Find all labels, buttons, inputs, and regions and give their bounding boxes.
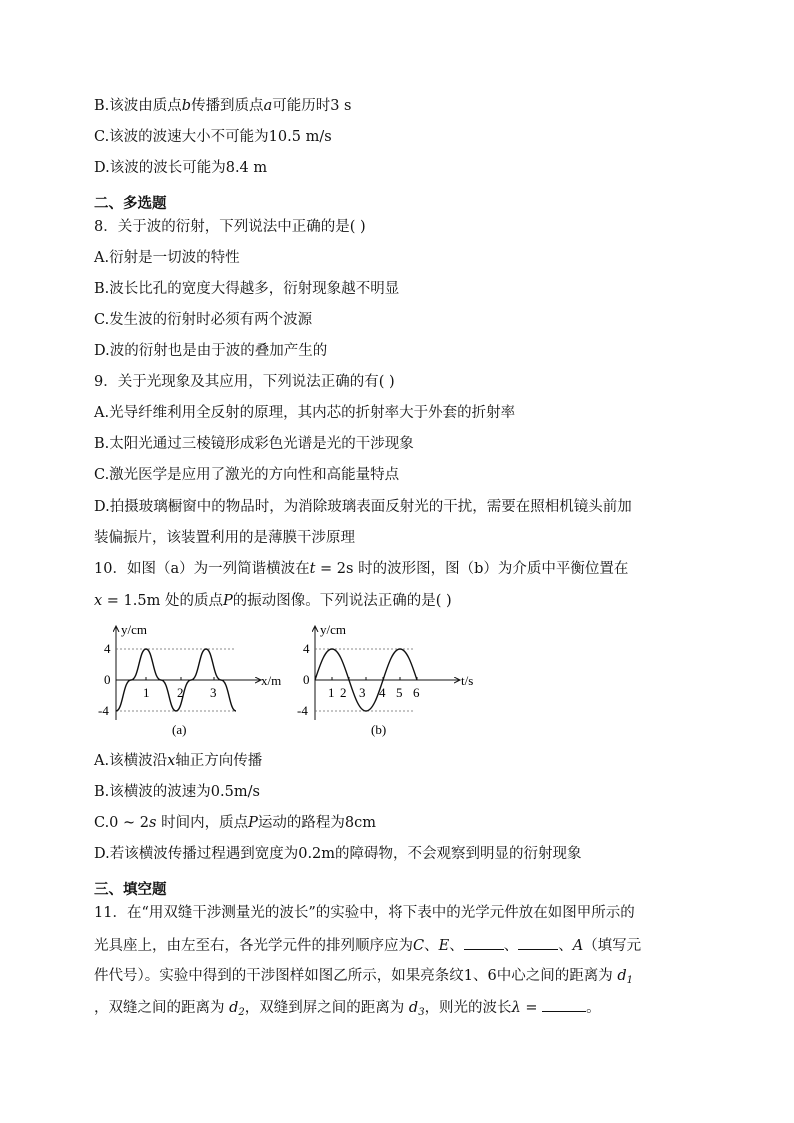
q11-sep3: 、 <box>503 938 519 954</box>
q10-option-c-text2: 时间内，质点 <box>156 815 249 831</box>
q11-blank-1[interactable] <box>464 935 504 950</box>
fig-a-y-label: y/cm <box>121 622 147 637</box>
q10-option-c-var-s: s <box>149 815 157 831</box>
fig-b-tick-label-3: 3 <box>359 685 366 700</box>
q10-stem2-text2: 的振动图像。下列说法正确的是( ) <box>232 593 452 609</box>
q10-option-a-var-x: x <box>167 753 176 769</box>
q11-var-d2: d <box>229 1000 239 1016</box>
q10-option-a-text1: A.该横波沿 <box>94 753 168 769</box>
q11-var-a: A <box>572 938 584 954</box>
q11-line4-text2: ，双缝到屏之间的距离为 <box>244 1000 405 1016</box>
q10-option-c-text3: 运动的路程为8cm <box>257 815 376 831</box>
q10-stem-line1 <box>94 559 628 579</box>
q11-blank-2[interactable] <box>518 935 558 950</box>
q10-option-a <box>94 751 262 771</box>
fig-b-y-bottom: -4 <box>297 703 308 718</box>
fig-b-tick-label-5: 5 <box>396 685 403 700</box>
q10-option-b: B.该横波的波速为0.5m/s <box>94 784 260 800</box>
q11-line2 <box>94 935 641 956</box>
q11-sep1: 、 <box>424 938 439 954</box>
q10-stem-line2 <box>94 591 452 611</box>
fig-a-y-top: 4 <box>104 641 111 656</box>
q8-option-a: A.衍射是一切波的特性 <box>94 250 240 266</box>
q9-option-b: B.太阳光通过三棱镜形成彩色光谱是光的干涉现象 <box>94 436 414 452</box>
q11-line3 <box>94 966 633 991</box>
q10-stem2-var-p: P <box>222 593 233 609</box>
q11-sub-2: 2 <box>238 1007 245 1018</box>
fig-b-y-zero: 0 <box>303 672 310 687</box>
q11-sub-1: 1 <box>626 975 633 986</box>
q11-equals: = <box>520 1000 543 1016</box>
fig-b-x-label: t/s <box>461 673 474 688</box>
q10-stem2-var-x: x <box>94 593 103 609</box>
q11-var-lambda: λ <box>511 1000 521 1016</box>
fig-a-x-label: x/m <box>261 673 282 688</box>
fig-a-caption: (a) <box>172 722 187 737</box>
fig-b-y-top: 4 <box>303 641 310 656</box>
q7-option-d: D.该波的波长可能为8.4 m <box>94 160 268 176</box>
q10-figure-b <box>295 618 495 743</box>
q11-sep2: 、 <box>449 938 464 954</box>
fig-b-tick-label-2: 2 <box>340 685 347 700</box>
q9-option-c: C.激光医学是应用了激光的方向性和高能量特点 <box>94 467 400 483</box>
q11-line3-text: 件代号）。实验中得到的干涉图样如图乙所示，如果亮条纹1、6中心之间的距离为 <box>94 968 613 984</box>
q11-line4-text3: ，则光的波长 <box>424 1000 512 1016</box>
q11-var-d1: d <box>617 968 627 984</box>
q8-option-b: B.波长比孔的宽度大得越多，衍射现象越不明显 <box>94 281 400 297</box>
q10-stem2-text1: = 1.5m 处的质点 <box>102 593 223 609</box>
q10-stem1-var-t: t <box>309 561 316 577</box>
q11-line2-text1: 光具座上，由左至右，各光学元件的排列顺序应为 <box>94 938 413 954</box>
q7-option-b <box>94 96 352 116</box>
fig-b-tick-label-4: 4 <box>379 685 386 700</box>
q7-option-c: C.该波的波速大小不可能为10.5 m/s <box>94 129 332 145</box>
q9-option-d-line2: 装偏振片，该装置利用的是薄膜干涉原理 <box>94 530 355 546</box>
q10-stem1-text2: = 2s 时的波形图，图（b）为介质中平衡位置在 <box>315 561 629 577</box>
q10-option-c-var-p: P <box>248 815 258 831</box>
q11-line4 <box>94 997 601 1023</box>
fig-a-tick-label-2: 2 <box>177 685 184 700</box>
q9-option-a: A.光导纤维利用全反射的原理，其内芯的折射率大于外套的折射率 <box>94 405 516 421</box>
q7-option-b-var-a: a <box>263 98 273 114</box>
q8-stem: 8．关于波的衍射，下列说法中正确的是( ) <box>94 219 366 235</box>
q10-option-c-text1: C.0 ~ 2 <box>94 815 150 831</box>
q7-option-b-text3: 可能历时3 s <box>272 98 352 114</box>
q11-var-d3: d <box>408 1000 419 1016</box>
section-title-fill-in: 三、填空题 <box>94 882 167 898</box>
q11-var-c: C <box>413 938 425 954</box>
q11-line4-text1: ，双缝之间的距离为 <box>94 1000 225 1016</box>
q10-stem1-text1: 10．如图（a）为一列简谐横波在 <box>94 561 310 577</box>
fig-b-tick-label-6: 6 <box>413 685 420 700</box>
q9-stem: 9．关于光现象及其应用，下列说法正确的有( ) <box>94 374 395 390</box>
fig-a-tick-label-1: 1 <box>143 685 150 700</box>
q9-option-d-line1: D.拍摄玻璃橱窗中的物品时，为消除玻璃表面反射光的干扰，需要在照相机镜头前加 <box>94 499 632 515</box>
fig-b-y-label: y/cm <box>320 622 346 637</box>
q7-option-b-text1: B.该波由质点 <box>94 98 182 114</box>
fig-a-y-bottom: -4 <box>98 703 109 718</box>
q11-sub-3: 3 <box>418 1007 425 1018</box>
q10-option-d: D.若该横波传播过程遇到宽度为0.2m的障碍物，不会观察到明显的衍射现象 <box>94 846 582 862</box>
fig-b-caption: (b) <box>371 722 387 737</box>
q11-end: 。 <box>586 1000 601 1016</box>
q11-blank-3[interactable] <box>542 997 586 1012</box>
q11-var-e: E <box>438 938 450 954</box>
q7-option-b-var-b: b <box>181 98 192 114</box>
fig-a-tick-label-3: 3 <box>210 685 217 700</box>
q8-option-c: C.发生波的衍射时必须有两个波源 <box>94 312 313 328</box>
q11-line1: 11．在“用双缝干涉测量光的波长”的实验中，将下表中的光学元件放在如图甲所示的 <box>94 905 635 921</box>
section-title-multiple-choice: 二、多选题 <box>94 196 167 212</box>
fig-b-tick-label-1: 1 <box>328 685 335 700</box>
q10-figure-a <box>96 618 296 743</box>
q7-option-b-text2: 传播到质点 <box>191 98 264 114</box>
q8-option-d: D.波的衍射也是由于波的叠加产生的 <box>94 343 328 359</box>
q11-line2-text2: （填写元 <box>583 938 642 954</box>
q10-option-c <box>94 813 376 833</box>
q11-sep4: 、 <box>558 938 573 954</box>
fig-a-y-zero: 0 <box>104 672 111 687</box>
q10-option-a-text2: 轴正方向传播 <box>175 753 263 769</box>
